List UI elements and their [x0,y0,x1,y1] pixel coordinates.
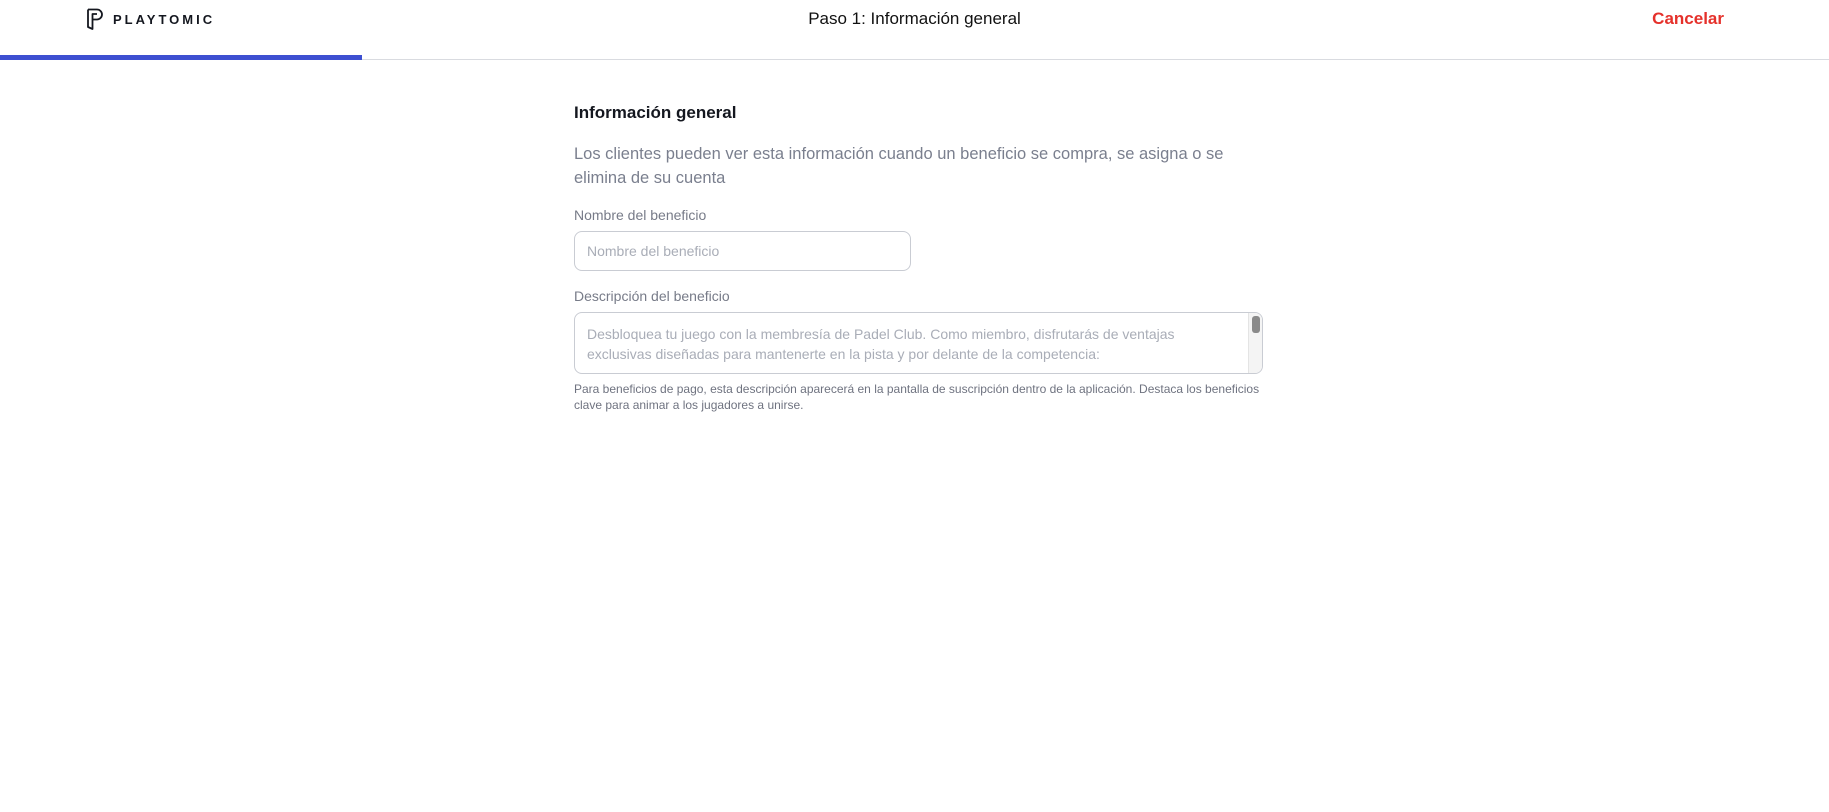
benefit-description-helper-text: Para beneficios de pago, esta descripción aparecerá en la pantalla de suscripción dentro de la aplicación. Destaca los beneficios clave para animar a los jugadores a unirse. [574,382,1260,412]
benefit-name-input[interactable] [574,231,911,271]
textarea-scrollbar[interactable] [1248,313,1262,373]
top-bar [0,0,1829,60]
progress-bar [0,55,1829,60]
general-info-form [574,103,1264,413]
logo-wordmark: PLAYTOMIC [113,11,216,27]
progress-bar-fill [0,55,362,60]
benefit-description-label: Descripción del beneficio [574,288,730,304]
benefit-name-label: Nombre del beneficio [574,207,707,223]
benefit-description-field [574,312,1263,374]
section-title: Información general [574,103,737,122]
cancel-button[interactable]: Cancelar [1652,9,1724,28]
benefit-description-textarea[interactable] [575,313,1262,373]
step-title: Paso 1: Información general [808,9,1021,28]
scrollbar-thumb[interactable] [1252,316,1260,333]
section-description: Los clientes pueden ver esta información cuando un beneficio se compra, se asigna o se elimina de su cuenta [574,145,1224,187]
